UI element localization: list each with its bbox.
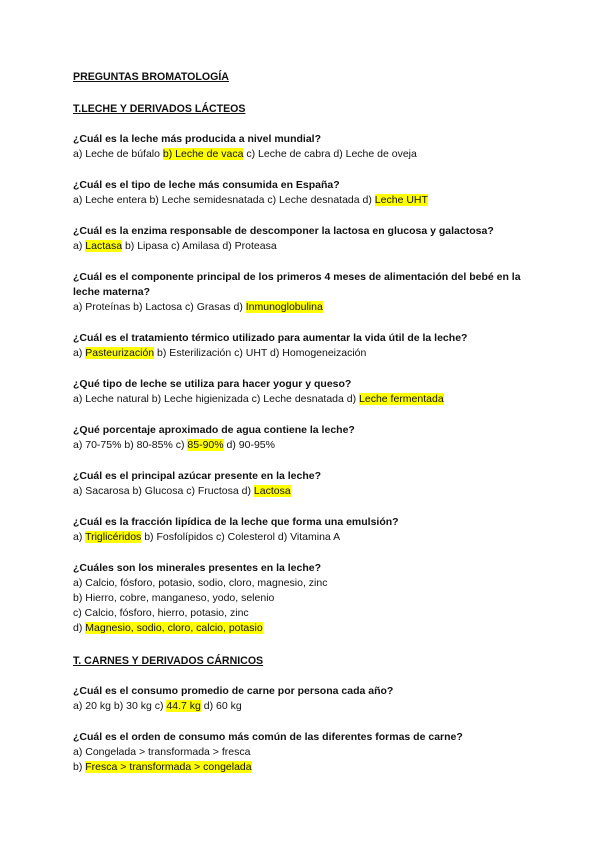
question-block: [73, 730, 533, 775]
option-text: a) Leche natural b) Leche higienizada c) Leche desnatada d): [73, 393, 360, 405]
question-block: [73, 684, 533, 714]
correct-answer-highlight: Inmunoglobulina: [245, 301, 323, 313]
question-block: [73, 515, 533, 545]
option-text: b) Lipasa c) Amilasa d) Proteasa: [122, 240, 277, 252]
correct-answer-highlight: Lactosa: [253, 485, 291, 497]
answer-option-a: a) Congelada > transformada > fresca: [73, 746, 251, 758]
question-text: ¿Cuál es el orden de consumo más común de las diferentes formas de carne?: [73, 731, 463, 743]
question-block: [73, 224, 533, 254]
question-block: [73, 377, 533, 407]
answer-options: [73, 300, 533, 315]
question-block: [73, 132, 533, 162]
question-block: [73, 423, 533, 453]
answer-options: [73, 530, 533, 545]
question-text: ¿Cuál es la fracción lipídica de la leche que forma una emulsión?: [73, 516, 399, 528]
correct-answer-highlight: 44.7 kg: [166, 700, 201, 712]
question-text: ¿Cuál es el consumo promedio de carne por persona cada año?: [73, 685, 394, 697]
answer-options: [73, 438, 533, 453]
question-text: ¿Cuál es el componente principal de los primeros 4 meses de alimentación del bebé en la leche materna?: [73, 271, 521, 298]
option-text: b) Fosfolípidos c) Colesterol d) Vitamina A: [141, 531, 341, 543]
option-text: b): [73, 761, 86, 773]
option-text: a) Proteínas b) Lactosa c) Grasas d): [73, 301, 246, 313]
option-text: d) 60 kg: [200, 700, 242, 712]
option-text: a): [73, 531, 86, 543]
answer-option-a: a) Calcio, fósforo, potasio, sodio, cloro, magnesio, zinc: [73, 577, 328, 589]
option-text: a): [73, 240, 86, 252]
correct-answer-highlight: Fresca > transformada > congelada: [85, 761, 252, 773]
question-text: ¿Qué porcentaje aproximado de agua contiene la leche?: [73, 424, 355, 436]
section-title-carnes: T. CARNES Y DERIVADOS CÁRNICOS: [73, 655, 264, 667]
answer-options: [73, 392, 533, 407]
correct-answer-highlight: b) Leche de vaca: [162, 148, 244, 160]
question-text: ¿Qué tipo de leche se utiliza para hacer yogur y queso?: [73, 378, 352, 390]
option-text: a) Sacarosa b) Glucosa c) Fructosa d): [73, 485, 254, 497]
option-text: a): [73, 347, 86, 359]
correct-answer-highlight: 85-90%: [187, 439, 224, 451]
correct-answer-highlight: Magnesio, sodio, cloro, calcio, potasio: [85, 622, 263, 634]
correct-answer-highlight: Triglicéridos: [85, 531, 142, 543]
option-text: a) Leche entera b) Leche semidesnatada c) Leche desnatada d): [73, 194, 375, 206]
question-text: ¿Cuál es el tipo de leche más consumida en España?: [73, 179, 340, 191]
option-text: a) 70-75% b) 80-85% c): [73, 439, 188, 451]
question-text: ¿Cuál es la leche más producida a nivel mundial?: [73, 133, 321, 145]
option-text: c) Leche de cabra d) Leche de oveja: [243, 148, 417, 160]
section-title-leche: T.LECHE Y DERIVADOS LÁCTEOS: [73, 103, 246, 115]
question-block: [73, 469, 533, 499]
correct-answer-highlight: Lactasa: [85, 240, 123, 252]
option-text: a) Leche de búfalo: [73, 148, 163, 160]
question-text: ¿Cuál es la enzima responsable de descomponer la lactosa en glucosa y galactosa?: [73, 225, 494, 237]
answer-options: [73, 484, 533, 499]
option-text: b) Esterilización c) UHT d) Homogeneización: [154, 347, 367, 359]
option-text: a) 20 kg b) 30 kg c): [73, 700, 167, 712]
correct-answer-highlight: Pasteurización: [85, 347, 155, 359]
answer-option-b: b) Hierro, cobre, manganeso, yodo, selenio: [73, 592, 275, 604]
answer-options: [73, 346, 533, 361]
answer-options: [73, 699, 533, 714]
answer-options: [73, 147, 533, 162]
answer-option-c: c) Calcio, fósforo, hierro, potasio, zinc: [73, 607, 249, 619]
answer-option-d: [73, 621, 533, 636]
correct-answer-highlight: Leche fermentada: [359, 393, 444, 405]
question-block: [73, 178, 533, 208]
question-block: [73, 331, 533, 361]
question-text: ¿Cuáles son los minerales presentes en la leche?: [73, 562, 322, 574]
question-text: ¿Cuál es el principal azúcar presente en la leche?: [73, 470, 322, 482]
question-block: [73, 270, 533, 315]
question-block: [73, 561, 533, 636]
option-text: d) 90-95%: [223, 439, 275, 451]
answer-options: [73, 193, 533, 208]
answer-options: [73, 239, 533, 254]
correct-answer-highlight: Leche UHT: [374, 194, 428, 206]
answer-option-b: [73, 760, 533, 775]
option-text: d): [73, 622, 86, 634]
question-text: ¿Cuál es el tratamiento térmico utilizado para aumentar la vida útil de la leche?: [73, 332, 468, 344]
document-title: PREGUNTAS BROMATOLOGÍA: [73, 71, 229, 83]
